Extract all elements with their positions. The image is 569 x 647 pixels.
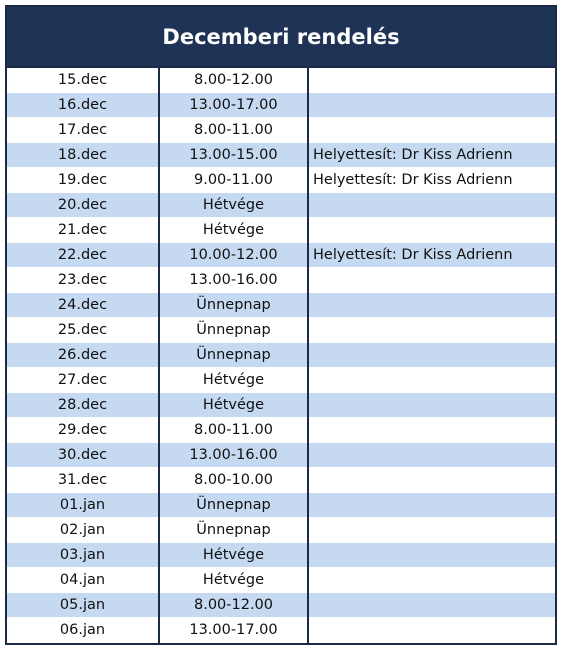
hours-cell: 8.00-12.00 (159, 68, 308, 93)
hours-cell: Hétvége (159, 568, 308, 593)
schedule-table-body (7, 68, 555, 643)
date-cell: 05.jan (7, 593, 159, 618)
hours-cell: 8.00-10.00 (159, 468, 308, 493)
note-cell (308, 618, 555, 643)
date-cell: 19.dec (7, 168, 159, 193)
date-cell: 29.dec (7, 418, 159, 443)
hours-cell: Ünnepnap (159, 318, 308, 343)
schedule-sheet (5, 5, 557, 645)
hours-cell: 9.00-11.00 (159, 168, 308, 193)
date-cell: 21.dec (7, 218, 159, 243)
date-cell: 25.dec (7, 318, 159, 343)
hours-cell: Ünnepnap (159, 293, 308, 318)
table-row (7, 443, 555, 468)
note-cell: Helyettesít: Dr Kiss Adrienn (308, 168, 555, 193)
note-cell (308, 393, 555, 418)
table-row (7, 143, 555, 168)
table-row (7, 493, 555, 518)
table-row (7, 243, 555, 268)
hours-cell: 8.00-11.00 (159, 118, 308, 143)
hours-cell: 13.00-17.00 (159, 618, 308, 643)
date-cell: 23.dec (7, 268, 159, 293)
note-cell (308, 468, 555, 493)
note-cell (308, 93, 555, 118)
hours-cell: 8.00-12.00 (159, 593, 308, 618)
note-cell (308, 68, 555, 93)
table-row (7, 318, 555, 343)
date-cell: 24.dec (7, 293, 159, 318)
table-row (7, 268, 555, 293)
date-cell: 02.jan (7, 518, 159, 543)
date-cell: 06.jan (7, 618, 159, 643)
table-row (7, 568, 555, 593)
hours-cell: 13.00-16.00 (159, 268, 308, 293)
date-cell: 31.dec (7, 468, 159, 493)
note-cell (308, 193, 555, 218)
note-cell (308, 418, 555, 443)
hours-cell: Ünnepnap (159, 343, 308, 368)
note-cell (308, 368, 555, 393)
date-cell: 04.jan (7, 568, 159, 593)
date-cell: 28.dec (7, 393, 159, 418)
note-cell (308, 593, 555, 618)
table-row (7, 368, 555, 393)
table-row (7, 193, 555, 218)
note-cell (308, 493, 555, 518)
schedule-table (7, 68, 555, 643)
hours-cell: Hétvége (159, 218, 308, 243)
date-cell: 03.jan (7, 543, 159, 568)
note-cell (308, 443, 555, 468)
date-cell: 01.jan (7, 493, 159, 518)
table-row (7, 618, 555, 643)
note-cell (308, 568, 555, 593)
note-cell (308, 118, 555, 143)
table-row (7, 343, 555, 368)
table-row (7, 68, 555, 93)
date-cell: 18.dec (7, 143, 159, 168)
table-row (7, 168, 555, 193)
hours-cell: Hétvége (159, 543, 308, 568)
hours-cell: Hétvége (159, 393, 308, 418)
table-row (7, 518, 555, 543)
note-cell: Helyettesít: Dr Kiss Adrienn (308, 243, 555, 268)
table-row (7, 393, 555, 418)
date-cell: 17.dec (7, 118, 159, 143)
note-cell (308, 543, 555, 568)
table-row (7, 218, 555, 243)
date-cell: 22.dec (7, 243, 159, 268)
date-cell: 30.dec (7, 443, 159, 468)
date-cell: 15.dec (7, 68, 159, 93)
date-cell: 27.dec (7, 368, 159, 393)
note-cell (308, 218, 555, 243)
table-row (7, 593, 555, 618)
hours-cell: 8.00-11.00 (159, 418, 308, 443)
table-row (7, 93, 555, 118)
note-cell (308, 518, 555, 543)
hours-cell: 13.00-15.00 (159, 143, 308, 168)
hours-cell: 13.00-17.00 (159, 93, 308, 118)
table-row (7, 543, 555, 568)
hours-cell: Hétvége (159, 193, 308, 218)
hours-cell: 10.00-12.00 (159, 243, 308, 268)
hours-cell: Ünnepnap (159, 493, 308, 518)
note-cell (308, 343, 555, 368)
date-cell: 16.dec (7, 93, 159, 118)
note-cell: Helyettesít: Dr Kiss Adrienn (308, 143, 555, 168)
hours-cell: Hétvége (159, 368, 308, 393)
table-row (7, 293, 555, 318)
hours-cell: Ünnepnap (159, 518, 308, 543)
date-cell: 20.dec (7, 193, 159, 218)
table-row (7, 468, 555, 493)
note-cell (308, 318, 555, 343)
table-row (7, 118, 555, 143)
table-row (7, 418, 555, 443)
schedule-title: Decemberi rendelés (7, 7, 555, 68)
hours-cell: 13.00-16.00 (159, 443, 308, 468)
note-cell (308, 293, 555, 318)
date-cell: 26.dec (7, 343, 159, 368)
note-cell (308, 268, 555, 293)
